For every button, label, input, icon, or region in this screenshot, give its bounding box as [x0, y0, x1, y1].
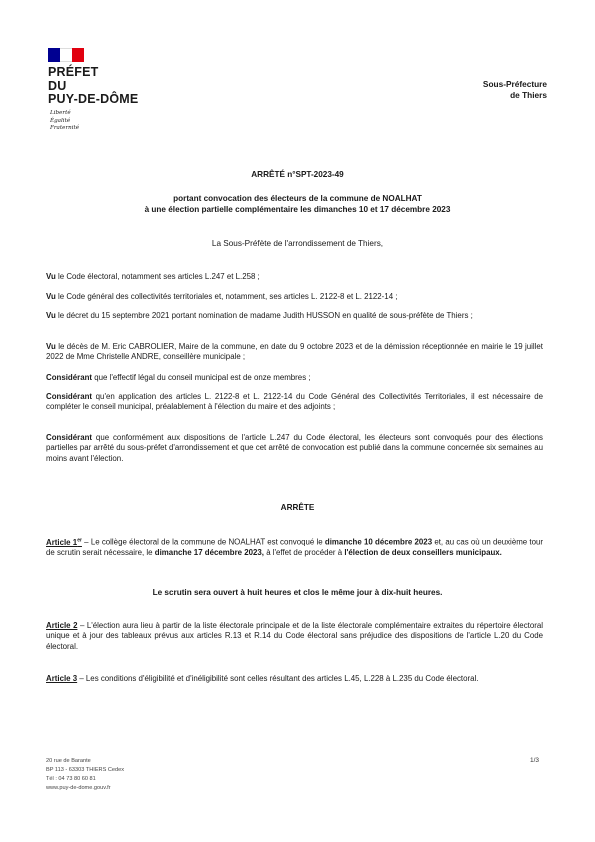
arrete-number: ARRÊTÉ n°SPT-2023-49: [251, 170, 344, 179]
consideration-label: Vu: [46, 311, 56, 320]
prefecture-name: [48, 66, 138, 107]
consideration-paragraph: [46, 373, 543, 383]
consideration-paragraph: [46, 292, 543, 302]
prefecture-line: PUY-DE-DÔME: [48, 92, 139, 106]
prefecture-line: DU: [48, 78, 67, 93]
footer-website-link[interactable]: www.puy-de-dome.gouv.fr: [46, 785, 111, 791]
article-ordinal: er: [77, 537, 82, 543]
article-label: Article 1er: [46, 537, 82, 547]
consideration-label: Vu: [46, 292, 56, 301]
motto-line: Fraternité: [50, 125, 80, 131]
decision-heading: ARRÊTE: [280, 503, 315, 512]
subject-line: portant convocation des électeurs de la commune de NOALHAT: [173, 194, 422, 203]
article-label: Article 3: [46, 674, 78, 683]
arrete-subject: [0, 193, 595, 215]
article-2: [46, 621, 543, 652]
sub-prefecture-line: Sous-Préfecture: [482, 79, 547, 89]
page-number: 1/3: [529, 757, 539, 764]
subject-line: à une élection partielle complémentaire les dimanches 10 et 17 décembre 2023: [144, 205, 451, 214]
republic-motto: [50, 110, 79, 133]
consideration-label: Vu: [46, 272, 56, 281]
scrutin-hours-note: Le scrutin sera ouvert à huit heures et clos le même jour à dix-huit heures.: [152, 588, 443, 597]
sub-prefecture-line: de Thiers: [510, 90, 547, 100]
motto-line: Liberté: [50, 110, 71, 116]
consideration-paragraph: [46, 392, 543, 413]
footer-address: [46, 757, 124, 793]
consideration-paragraph: [46, 272, 543, 282]
flag-white-stripe: [60, 48, 72, 62]
consideration-paragraph: [46, 433, 543, 464]
consideration-label: Considérant: [46, 433, 93, 442]
consideration-text: le Code électoral, notamment ses articles L.247 et L.258 ;: [55, 272, 260, 281]
consideration-text: le décret du 15 septembre 2021 portant nomination de madame Judith HUSSON en qualité de sous-préfète de Thiers ;: [55, 311, 473, 320]
article-1: Article 1er – Le collège électoral de la commune de NOALHAT est convoqué le dimanche 10 décembre 2023 et, au cas où un deuxième tour de scrutin serait nécessaire, le dimanche 17 décembre 2023, à l'effet de procéder à l'élection de deux conseillers municipaux.: [46, 537, 544, 557]
footer-line: BP 113 - 63303 THIERS Cedex: [46, 767, 125, 773]
sub-prefecture-name: [483, 79, 547, 101]
consideration-text: que l'effectif légal du conseil municipal est de onze membres ;: [92, 373, 311, 382]
marianne-flag-logo: [48, 48, 84, 62]
flag-blue-stripe: [48, 48, 60, 62]
prefecture-line: PRÉFET: [48, 65, 99, 79]
consideration-paragraph: [46, 342, 543, 363]
motto-line: Égalité: [50, 117, 71, 124]
issuing-authority: La Sous-Préfète de l'arrondissement de Thiers,: [211, 239, 384, 248]
article-text: – L'élection aura lieu à partir de la liste électorale principale et de la liste électorale complémentaire extraites du répertoire électoral unique et à jour des tableaux prévus aux articles R.13 et R.14 du Code électoral sans préjudice des dispositions de l'article L.20 du Code électoral.: [46, 621, 543, 651]
consideration-text: que conformément aux dispositions de l'article L.247 du Code électoral, les électeurs sont convoqués pour des élections partielles par arrêté du sous-préfet d'arrondissement et que cet arrêté de convocation est publié dans la commune concernée six semaines au moins avant l'élection.: [46, 433, 543, 463]
consideration-label: Vu: [46, 342, 56, 351]
article-3: [46, 674, 543, 684]
footer-line: 20 rue de Barante: [46, 758, 91, 764]
consideration-label: Considérant: [46, 373, 93, 382]
consideration-paragraph: [46, 311, 543, 321]
consideration-text: qu'en application des articles L. 2122-8 et L. 2122-14 du Code Général des Collectivités Territoriales, il est nécessaire de compléter le conseil municipal, préalablement à l'élection du maire et des adjoints ;: [46, 392, 543, 412]
footer-line: Tél : 04 73 80 60 81: [46, 776, 96, 782]
article-label: Article 2: [46, 621, 78, 630]
article-text: – Les conditions d'éligibilité et d'inéligibilité sont celles résultant des articles L.45, L.228 à L.235 du Code électoral.: [77, 674, 479, 683]
flag-red-stripe: [72, 48, 84, 62]
consideration-text: le Code général des collectivités territoriales et, notamment, ses articles L. 2122-8 et L. 2122-14 ;: [55, 292, 398, 301]
consideration-label: Considérant: [46, 392, 93, 401]
consideration-text: le décès de M. Eric CABROLIER, Maire de la commune, en date du 9 octobre 2023 et de la démission réceptionnée en mairie le 19 juillet 2022 de Mme Christelle ANDRE, conseillère municipale ;: [46, 342, 543, 362]
